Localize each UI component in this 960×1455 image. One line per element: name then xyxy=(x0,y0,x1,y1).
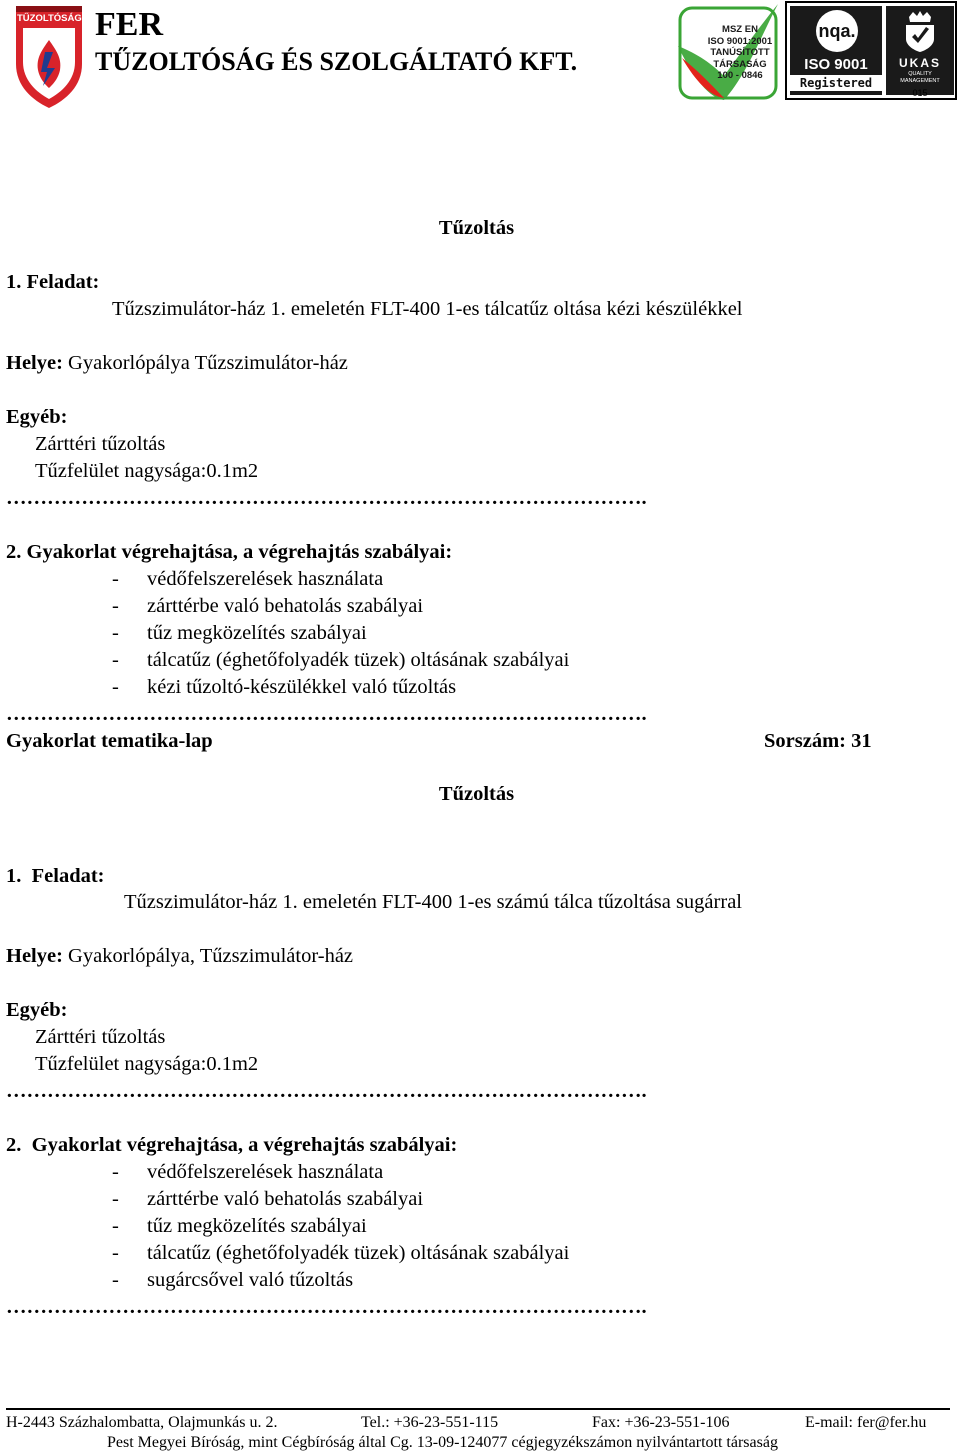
list-bullet: - xyxy=(112,676,119,698)
company-short-name: FER xyxy=(95,6,163,43)
sheet-label: Gyakorlat tematika-lap xyxy=(6,730,213,752)
list-bullet: - xyxy=(112,568,119,590)
list-bullet: - xyxy=(112,1161,119,1183)
registration-logos xyxy=(785,1,957,100)
nqa-mark: nqa. xyxy=(816,10,858,52)
location-label: Helye: xyxy=(6,945,63,967)
section1-rules-heading: 2. Gyakorlat végrehajtása, a végrehajtás szabályai: xyxy=(6,541,453,563)
dotted-separator: …………………………………………………………………………………. xyxy=(6,1080,647,1102)
list-bullet: - xyxy=(112,649,119,671)
footer-divider xyxy=(6,1408,950,1410)
logo-text: TŰZOLTÓSÁG xyxy=(17,13,82,24)
ukas-word: UKAS xyxy=(898,56,941,70)
ukas-sub-line: MANAGEMENT xyxy=(900,78,940,84)
list-item: tálcatűz (éghetőfolyadék tüzek) oltásának szabályai xyxy=(147,649,570,671)
dotted-separator: …………………………………………………………………………………. xyxy=(6,487,647,509)
section2-other-line1: Zárttéri tűzoltás xyxy=(35,1026,166,1048)
ukas-number: 015 xyxy=(912,88,928,98)
location-value: Gyakorlópálya, Tűzszimulátor-ház xyxy=(62,945,354,967)
dotted-separator: …………………………………………………………………………………. xyxy=(6,1296,647,1318)
cert-line: TANÚSÍTOTT xyxy=(710,47,770,58)
section2-task-text: Tűzszimulátor-ház 1. emeletén FLT-400 1-es számú tálca tűzoltása sugárral xyxy=(124,891,742,913)
list-item: tűz megközelítés szabályai xyxy=(147,622,367,644)
cert-line: 100 - 0846 xyxy=(717,70,763,81)
list-bullet: - xyxy=(112,1188,119,1210)
section2-other-line2: Tűzfelület nagysága:0.1m2 xyxy=(35,1053,259,1075)
list-bullet: - xyxy=(112,1242,119,1264)
ukas-logo xyxy=(886,6,954,95)
section2-other-label: Egyéb: xyxy=(6,999,68,1021)
nqa-registered: Registered xyxy=(790,75,882,91)
cert-line: TÁRSASÁG xyxy=(713,58,767,70)
list-item: zárttérbe való behatolás szabályai xyxy=(147,595,424,617)
list-item: tálcatűz (éghetőfolyadék tüzek) oltásának szabályai xyxy=(147,1242,570,1264)
cert-line: ISO 9001:2001 xyxy=(707,35,773,47)
section1-other-line1: Zárttéri tűzoltás xyxy=(35,433,166,455)
location-label: Helye: xyxy=(6,352,63,374)
ukas-subtitle xyxy=(886,71,954,85)
section2-task-heading: 1. Feladat: xyxy=(6,865,105,887)
list-bullet: - xyxy=(112,622,119,644)
footer-phone: Tel.: +36-23-551-115 xyxy=(361,1414,499,1431)
section1-task-text: Tűzszimulátor-ház 1. emeletén FLT-400 1-es tálcatűz oltása kézi készülékkel xyxy=(112,298,743,320)
footer-email: E-mail: fer@fer.hu xyxy=(805,1414,927,1431)
dotted-separator: …………………………………………………………………………………. xyxy=(6,703,647,725)
section1-task-heading: 1. Feladat: xyxy=(6,271,100,293)
nqa-logo xyxy=(790,6,882,95)
section2-location xyxy=(6,944,353,968)
list-item: sugárcsővel való tűzoltás xyxy=(147,1269,354,1291)
ukas-sub-line: QUALITY xyxy=(908,71,932,77)
serial-number: Sorszám: 31 xyxy=(764,730,872,752)
crown-check-icon xyxy=(903,9,937,53)
list-item: kézi tűzoltó-készülékkel való tűzoltás xyxy=(147,676,457,698)
section2-title: Tűzoltás xyxy=(438,783,515,805)
footer-registry: Pest Megyei Bíróság, mint Cégbíróság által Cg. 13-09-124077 cégjegyzékszámon nyilvántartott társaság xyxy=(107,1434,778,1451)
section1-other-line2: Tűzfelület nagysága:0.1m2 xyxy=(35,460,259,482)
list-bullet: - xyxy=(112,1215,119,1237)
company-full-name: TŰZOLTÓSÁG ÉS SZOLGÁLTATÓ KFT. xyxy=(95,47,578,76)
section1-title: Tűzoltás xyxy=(438,217,515,239)
nqa-standard: ISO 9001 xyxy=(804,56,868,73)
cert-line: MSZ EN xyxy=(722,24,758,35)
section1-location xyxy=(6,351,348,375)
list-item: védőfelszerelések használata xyxy=(147,1161,384,1183)
footer-fax: Fax: +36-23-551-106 xyxy=(592,1414,730,1431)
section1-other-label: Egyéb: xyxy=(6,406,68,428)
list-item: zárttérbe való behatolás szabályai xyxy=(147,1188,424,1210)
section2-rules-heading: 2. Gyakorlat végrehajtása, a végrehajtás szabályai: xyxy=(6,1134,458,1156)
list-bullet: - xyxy=(112,595,119,617)
list-item: védőfelszerelések használata xyxy=(147,568,384,590)
location-value: Gyakorlópálya Tűzszimulátor-ház xyxy=(62,352,348,374)
list-item: tűz megközelítés szabályai xyxy=(147,1215,367,1237)
list-bullet: - xyxy=(112,1269,119,1291)
footer-address: H-2443 Százhalombatta, Olajmunkás u. 2. xyxy=(6,1414,278,1431)
